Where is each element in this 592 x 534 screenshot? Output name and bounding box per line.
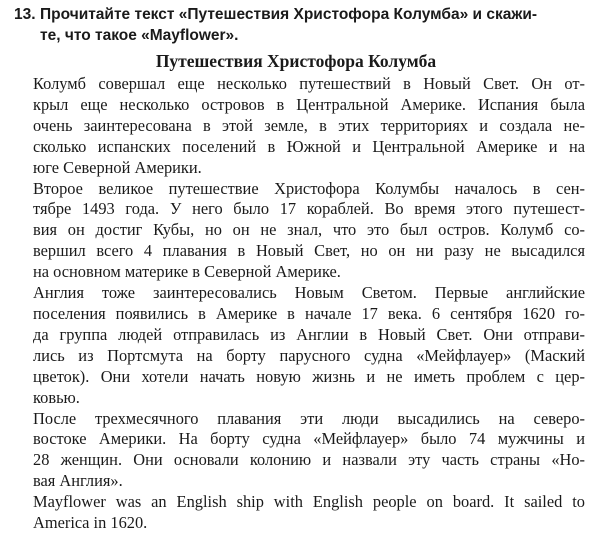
text-line: цветок). Они хотели начать новую жизнь и не иметь проблем с цер- (33, 366, 585, 386)
text-line: да группа людей отправилась из Англии в Новый Свет. Они отправи- (33, 324, 585, 344)
task-text-1: Прочитайте текст «Путешествия Христофора Колумба» и скажи- (40, 6, 538, 23)
text-line: вая Англия». (33, 471, 123, 491)
text-line: тябре 1493 года. У него было 17 кораблей. Во время этого путешест- (33, 199, 585, 219)
text-line: вия он достиг Кубы, но он не знал, что это был остров. Колумб со- (33, 220, 585, 240)
text-line: Mayflower was an English ship with English people on board. It sailed to (33, 492, 585, 512)
text-line: После трехмесячного плавания эти люди высадились на северо- (33, 408, 585, 428)
text-title: Путешествия Христофора Колумба (155, 51, 437, 71)
text-line: очень заинтересована в этой земле, в этих территориях и создала не- (33, 115, 585, 135)
text-line: America in 1620. (33, 513, 148, 533)
text-line: вершил всего 4 плавания в Новый Свет, но он ни разу не высадился (33, 241, 585, 261)
text-line: ковью. (33, 387, 80, 407)
text-line: Англия тоже заинтересовались Новым Светом. Первые английские (33, 283, 585, 303)
text-line: на основном материке в Северной Америке. (33, 262, 341, 282)
text-line: крыл еще несколько островов в Центральной Америке. Испания была (33, 94, 585, 114)
task-line-1 (14, 4, 584, 25)
text-line: 28 женщин. Они основали колонию и назвали эту часть страны «Но- (33, 450, 585, 470)
text-body (33, 74, 585, 534)
text-line: востоке Америки. На борту судна «Мейфлауер» было 74 мужчины и (33, 429, 585, 449)
task-number: 13. (14, 6, 36, 23)
text-line: сколько испанских поселений в Южной и Центральной Америке и на (33, 136, 585, 156)
task-line-2: те, что такое «Mayflower». (40, 27, 239, 44)
task-heading (14, 4, 584, 46)
text-line: юге Северной Америки. (33, 157, 202, 177)
text-line: поселения появились в Америке в начале 17 века. 6 сентября 1620 го- (33, 303, 585, 323)
text-line: Колумб совершал еще несколько путешествий в Новый Свет. Он от- (33, 74, 585, 93)
text-line: Второе великое путешествие Христофора Колумбы началось в сен- (33, 178, 585, 198)
text-line: лись из Портсмута на борту парусного судна «Мейфлауер» (Маский (33, 345, 585, 365)
